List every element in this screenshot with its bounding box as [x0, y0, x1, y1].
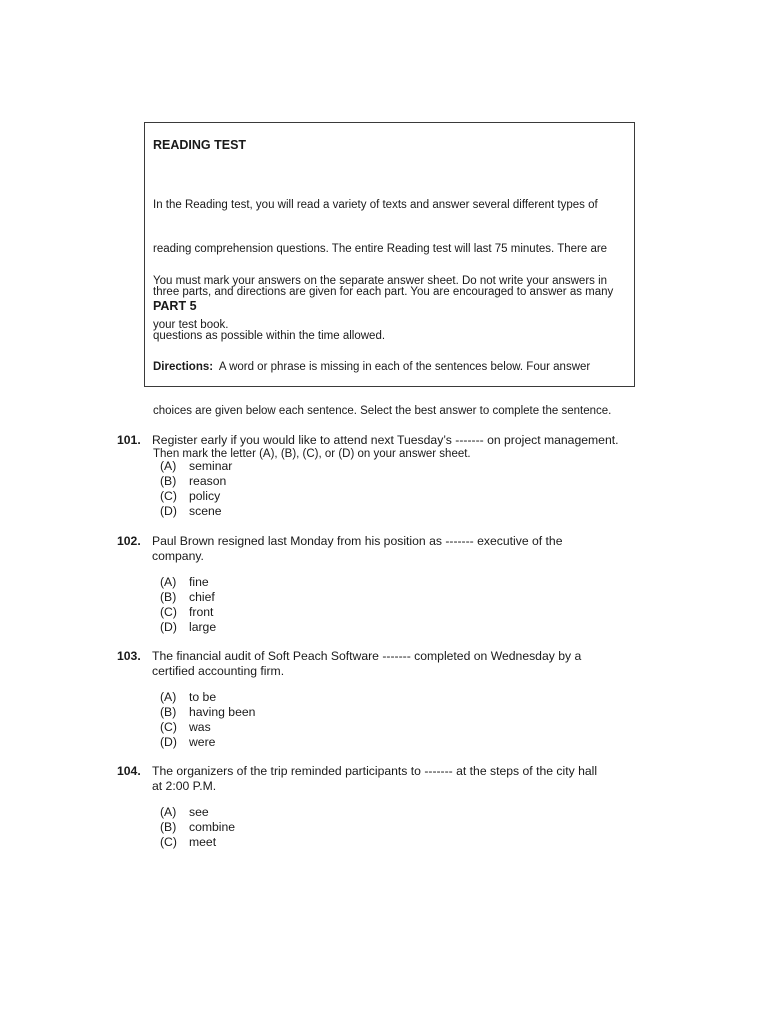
option-text: policy	[189, 489, 221, 503]
option-text: fine	[189, 575, 209, 589]
option-text: were	[189, 735, 216, 749]
option-letter: (D)	[160, 620, 177, 634]
option-letter: (A)	[160, 575, 177, 589]
question-text	[152, 764, 597, 794]
answer-option-d	[160, 735, 581, 750]
directions-text: A word or phrase is missing in each of the sentences below. Four answer	[213, 361, 591, 373]
option-letter: (B)	[160, 820, 177, 834]
answer-options	[160, 575, 562, 635]
option-letter: (A)	[160, 805, 177, 819]
option-letter: (D)	[160, 504, 177, 518]
answer-option-d	[160, 620, 562, 635]
question-101	[117, 433, 619, 519]
answer-option-a	[160, 690, 581, 705]
option-letter: (C)	[160, 605, 177, 619]
option-text: reason	[189, 474, 227, 488]
option-letter: (C)	[160, 489, 177, 503]
intro-line: In the Reading test, you will read a variety of texts and answer several different types of	[153, 199, 598, 211]
question-text-line: at 2:00 P.M.	[152, 779, 217, 793]
answer-option-a	[160, 459, 619, 474]
directions-line: choices are given below each sentence. Select the best answer to complete the sentence.	[153, 404, 612, 417]
question-102	[117, 534, 562, 635]
option-text: scene	[189, 504, 222, 518]
question-text-line: certified accounting firm.	[152, 664, 285, 678]
question-text	[152, 433, 619, 448]
answer-options	[160, 805, 597, 850]
question-text	[152, 649, 581, 679]
answer-option-b	[160, 820, 597, 835]
answer-option-c	[160, 489, 619, 504]
option-text: seminar	[189, 459, 233, 473]
directions-label: Directions:	[153, 361, 214, 373]
question-number: 101.	[117, 433, 141, 447]
question-number: 102.	[117, 534, 141, 548]
directions-line	[153, 360, 611, 375]
answer-option-b	[160, 705, 581, 720]
answer-options	[160, 459, 619, 519]
option-text: having been	[189, 705, 256, 719]
answer-option-a	[160, 575, 562, 590]
option-text: meet	[189, 835, 217, 849]
answer-option-b	[160, 590, 562, 605]
option-letter: (C)	[160, 720, 177, 734]
question-104	[117, 764, 597, 850]
answer-options	[160, 690, 581, 750]
option-letter: (B)	[160, 474, 177, 488]
answer-option-c	[160, 605, 562, 620]
answer-note-line: your test book.	[153, 318, 229, 331]
intro-line: questions as possible within the time allowed.	[153, 329, 386, 342]
question-text-line: Register early if you would like to attend next Tuesday’s ------- on project management.	[152, 433, 619, 447]
question-text	[152, 534, 562, 564]
option-text: front	[189, 605, 214, 619]
answer-option-a	[160, 805, 597, 820]
option-text: chief	[189, 590, 215, 604]
question-number: 103.	[117, 649, 141, 663]
section-title: READING TEST	[153, 138, 247, 152]
answer-option-c	[160, 720, 581, 735]
option-letter: (C)	[160, 835, 177, 849]
option-text: was	[189, 720, 211, 734]
option-text: see	[189, 805, 209, 819]
answer-option-c	[160, 835, 597, 850]
question-103	[117, 649, 581, 750]
part-title: PART 5	[153, 299, 197, 313]
option-text: to be	[189, 690, 217, 704]
answer-note-line: You must mark your answers on the separate answer sheet. Do not write your answers in	[153, 275, 608, 287]
question-text-line: The financial audit of Soft Peach Software ------- completed on Wednesday by a	[152, 649, 582, 663]
option-letter: (A)	[160, 690, 177, 704]
question-text-line: The organizers of the trip reminded participants to ------- at the steps of the city hall	[152, 764, 598, 778]
question-text-line: company.	[152, 549, 204, 563]
option-letter: (B)	[160, 705, 177, 719]
option-text: large	[189, 620, 217, 634]
option-letter: (B)	[160, 590, 177, 604]
question-number: 104.	[117, 764, 141, 778]
option-text: combine	[189, 820, 236, 834]
intro-line: three parts, and directions are given for each part. You are encouraged to answer as many	[153, 286, 614, 298]
option-letter: (D)	[160, 735, 177, 749]
answer-option-d	[160, 504, 619, 519]
answer-option-b	[160, 474, 619, 489]
directions-line: Then mark the letter (A), (B), (C), or (D) on your answer sheet.	[153, 448, 471, 460]
option-letter: (A)	[160, 459, 177, 473]
question-text-line: Paul Brown resigned last Monday from his position as ------- executive of the	[152, 534, 563, 548]
intro-line: reading comprehension questions. The entire Reading test will last 75 minutes. There are	[153, 242, 608, 255]
